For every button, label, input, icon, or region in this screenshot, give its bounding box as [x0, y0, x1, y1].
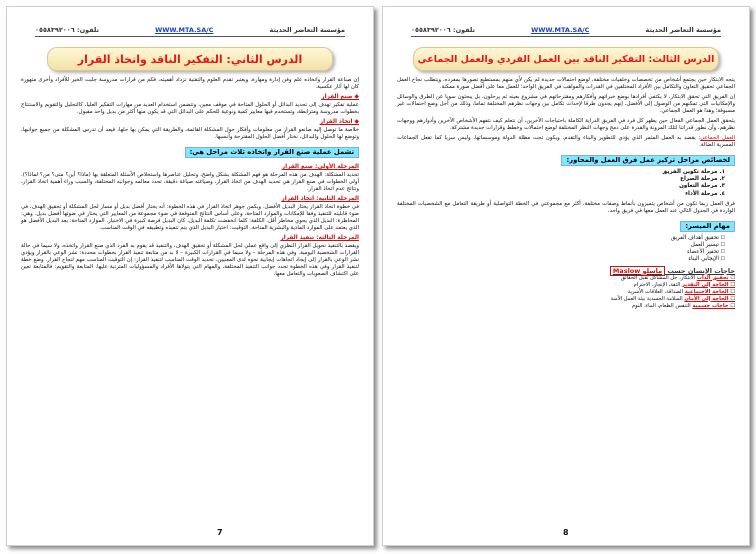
intro-paragraph: يتحقق العمل الجماعي الفعال حين يظهر كل فرد في الفريق الدراية الكاملة باحتياجات الآخرين، أن نتعلم كيف نتفهم الأشخاص الآخرين وأدوارهم ووجهات نظرهم، وأن نطور قدراتنا لتلك المرونة والقدرة على دمج وجهات النظر المختلفة لوضع احتمالات وخطط وقرارات جديدة مشتركة. — [397, 118, 735, 131]
need-row — [397, 296, 735, 303]
need-row — [397, 282, 735, 289]
need-text: الثقة، الإنجاز، الاحترام — [633, 281, 681, 288]
need-text: التنفس الطعام، الماء، النوم — [631, 302, 691, 309]
needs-heading-text: حاجات الإنسان حسب — [667, 266, 735, 275]
list-item: ١. مرحلة تكوين الفريق — [662, 169, 725, 175]
definition-term: العمل الجماعي — [700, 135, 735, 141]
list-item: ٤. مرحلة الأداء — [685, 190, 725, 197]
section-heading: ◆ صنع القرار — [21, 94, 359, 101]
section-paragraph: خلاصة ما توصل إليه صانعو القرار من معلومات وأفكار حول المشكلة القائمة، والطريقة التي يمكن بها حلها، فيعد أن تدرس المشكلة من جميع جوانبها، وتوضع لها الحلول والبدائل، نختار أفضل الحلول المقترحة وأنسبها. — [21, 127, 359, 140]
need-text: الصداقة، العلاقات الأسرية — [627, 288, 684, 295]
page-8 — [382, 6, 750, 546]
intro-paragraph: إن صناعة القرار واتخاذه علم وفن إدارة ومهارة، ويعتبر تقدم العلوم والتقنية تزداد أهميته، فكم من قرارات مدروسة جلبت الخير للأفراد وأخرى متهورة كان لها آثار عكسية. — [21, 77, 359, 90]
list-item: ☐ تحفيز الأعضاء — [397, 249, 735, 256]
page-header — [35, 23, 345, 37]
lesson-title: الدرس الثاني: التفكير الناقد واتخاذ القرار — [47, 47, 333, 71]
highlight-heading: تشمل عملية صنع القرار واتخاذه ثلاث مراحل هي: — [185, 147, 359, 158]
institution-name: مؤسسة التعاضر الحديثة — [269, 25, 345, 34]
institution-name: مؤسسة التعاضر الحديثة — [645, 25, 721, 34]
lesson-title: الدرس الثالث: التفكير الناقد بين العمل الفردي والعمل الجماعي — [413, 47, 719, 71]
phone-number: تلفون: ٠٥٥٨٣٩٢٠٠٦ — [35, 25, 99, 34]
stage-paragraph: في خطوة اتخاذ القرار يختار البديل الأفضل. ويكمن جوهر اتخاذ القرار في هذه الخطوة: أنه يختار أفضل بديل أو مسار لحل المشكلة أو تحقيق الهدف، في ضوء قابليته للتنفيذ وفقا للإمكانات والموارد المتاحة، وعلى أساس النتائج المتوقعة في ضوء مجموعة من المعايير التي يختار في ضوئها أفضل بديل. وهي: المخاطرة: البديل الذي يحوي مخاطر أقل. الكلفة: كلما انخفضت تكلفة البديل، كان البديل فرصة كبيرة في الاختيار. الموارد المتاحة: يعد البديل الأفضل هو الذي يعتمد على الموارد المادية والبشرية المتاحة. التوقيت: اختيار البديل الذي يتم تنفيذه وتطبيقه في الوقت المناسب. — [21, 204, 359, 231]
page-body — [397, 77, 735, 525]
page-number: 8 — [563, 528, 569, 537]
highlight-heading: لخصائص مراحل تركيز عمل فرق العمل والمحاور: — [561, 155, 735, 166]
definition-text: يقصد به العمل المثمر الذي يؤدي للتطوير والبناء والتقدم، ويكون تحت مظلة الدولة وموسساتها، وليس سريا كما تفعل الجماعات المسرية الضالة. — [397, 135, 735, 148]
list-item: ٣. مرحلة التعاون — [679, 183, 725, 190]
section-paragraph: عملية تفكير تهدف إلى تحديد البدائل أو الحلول المتاحة في موقف معين، وتتضمن استخدام العديد من مهارات التفكير العليا، كالتحليل والتقويم والاستنتاج بخطوات مدروسة ومترابطة، وتستخدم فيها معايير كمية ونوعية للحكم على البدائل التي قد يكون منها أكثر من بديل واحد مقبول. — [21, 102, 359, 115]
stage-paragraph: ويقصد بالتنفيذ تحويل القرار النظري إلى واقع عملي لحل المشكلة أو تحقيق الهدف، والتنفيذ قد يقوم به الفرد الذي صنع القرار واتخذه، ولا سيما في حالة القرارات الشخصية اليومية. وفي هذه المرحلة – ولا سيما في القرارات الكبيرة – لا بد من متابعة تنفيذ القرار بخطوات محددة: نشر الوعي بالقرار ويؤدي نشر الوعي بالقرار إلى إيجاد اتجاهات إيجابية نحوه لدى المعنيين. تحديد الوقت المناسب لتنفيذ القرار: إن التوقيت المناسب مهم لنجاح القرار. وضع خطة لتنفيذ القرار وفي هذه الخطوة تحدد جوانب التنفيذ المختلفة، والمهام التي يتولاها الأفراد والمسؤوليات المترتبة عليها. المتابعة والتقويم: فالمتابعة تعين على اكتشاف الصعوبات والتعامل معها. — [21, 243, 359, 277]
intro-paragraph: إن الفريق التي تحقق الابتكار، لا يكتفي أفرادها بوضع خبراتهم وأفكارهم ومقترحاتهم في مشروع بعينه ثم يرحلون، بل يبحثون سويا عن الطرق والوسائل والإمكانيات التي تمكنهم من الوصول إلى الأفضل، إنهم يجدون طرقا لإحداث تكامل بين وجهات نظرهم المختلفة تماما، وذلك من أجل وضع احتمالات غير مسبوقة؛ وهذا هو العمل الجماعي. — [397, 94, 735, 114]
page-body — [21, 77, 359, 525]
team-stages-list — [397, 169, 735, 198]
need-label: ☐ الحاجة إلى الأمان — [684, 296, 735, 302]
list-item: ☐ تيسير العمل — [397, 242, 735, 249]
stage-heading: المرحلة الثالثة: تنفيذ القرار — [280, 235, 359, 241]
section-heading: ◆ اتخاذ القرار — [21, 119, 359, 126]
need-row — [397, 289, 735, 296]
list-item: ٢. مرحلة الصراع — [680, 176, 725, 183]
definition-paragraph: العمل الجماعي: يقصد به العمل المثمر الذي يؤدي للتطوير والبناء والتقدم، ويكون تحت مظلة الدولة وموسساتها، وليس سريا كما تفعل الجماعات المسرية الضالة. — [397, 135, 735, 148]
need-label: ☐ الحاجة إلى التقدير — [682, 282, 735, 288]
maslow-label: ماسلو Maslow — [610, 266, 665, 276]
facilitator-tasks-list — [397, 235, 735, 264]
stage-heading: المرحلة الثانية: اتخاذ القرار — [281, 196, 359, 202]
stage-heading: المرحلة الأولى: صنع القرار — [281, 164, 359, 170]
needs-list — [397, 275, 735, 310]
needs-heading — [397, 268, 735, 275]
need-label: ☐ حاجات جسمية — [692, 303, 735, 309]
facilitator-heading: مهام الميسر: — [680, 221, 735, 232]
need-text: الابتكار، حل المشاكل تقبل الحقائق — [620, 274, 696, 281]
page-header — [411, 23, 721, 37]
website-link[interactable]: WWW.MTA.SA/C — [155, 25, 214, 34]
phone-number: تلفون: ٠٥٥٨٣٩٢٠٠٦ — [411, 25, 475, 34]
need-label: ☐ الحاجة الاجتماعية — [685, 289, 735, 295]
page-7 — [6, 6, 374, 546]
page-number: 7 — [217, 528, 223, 537]
list-item: ☐ تحقيق أهداف الفريق — [397, 235, 735, 242]
team-paragraph: فرق العمل ربما تكون من أشخاص يتميزون بأنماط وصفات مختلفة، أكثر مع مجموعتي في الخطة التواصلية أو طريقة التعامل مع الشخصيات المختلفة الواردة في الجدول التالي عند العمل معها في فريق واحد. — [397, 200, 735, 214]
need-row — [397, 275, 735, 282]
list-item: ☐ الإيجابي البناء — [397, 256, 735, 263]
website-link[interactable]: WWW.MTA.SA/C — [531, 25, 590, 34]
intro-paragraph: يتجه الابتكار حين يجتمع أشخاص من تخصصات وخلفيات مختلفة، لوضع احتمالات جديدة لم يكن لأي منهم بمستطيع تصورها بمفرده، ويتطلب نجاح العمل الجماعي تحقيق التعاون والتكامل بين الأفراد المختلفين في القدرات والمواهب في الفريق الواحد؛ للعمل معا على أفضل صورة ممكنة. — [397, 77, 735, 90]
need-text: السلامة الجسدية بيئة العمل الآمنة — [610, 295, 683, 302]
stage-paragraph: تحديد المشكلة: الهدف من هذه المرحلة هو فهم المشكلة بشكل واضح، وتحليل عناصرها واستخلاص الأسئلة المتعلقة بها (ماذا؟ أين؟ متى؟ من؟ لماذا؟). أولى الخطوات في صنع القرار هي تحديد الهدف من اتخاذ القرار، وصياغته صياغة دقيقة، تحدد معالمه وجوانبه المختلفة، والسبب وراء أهمية اتخاذ القرار، ونتائج عدم اتخاذ القرار. — [21, 172, 359, 192]
need-row — [397, 303, 735, 310]
need-label: ☐ تحقيق الذات — [697, 275, 735, 281]
